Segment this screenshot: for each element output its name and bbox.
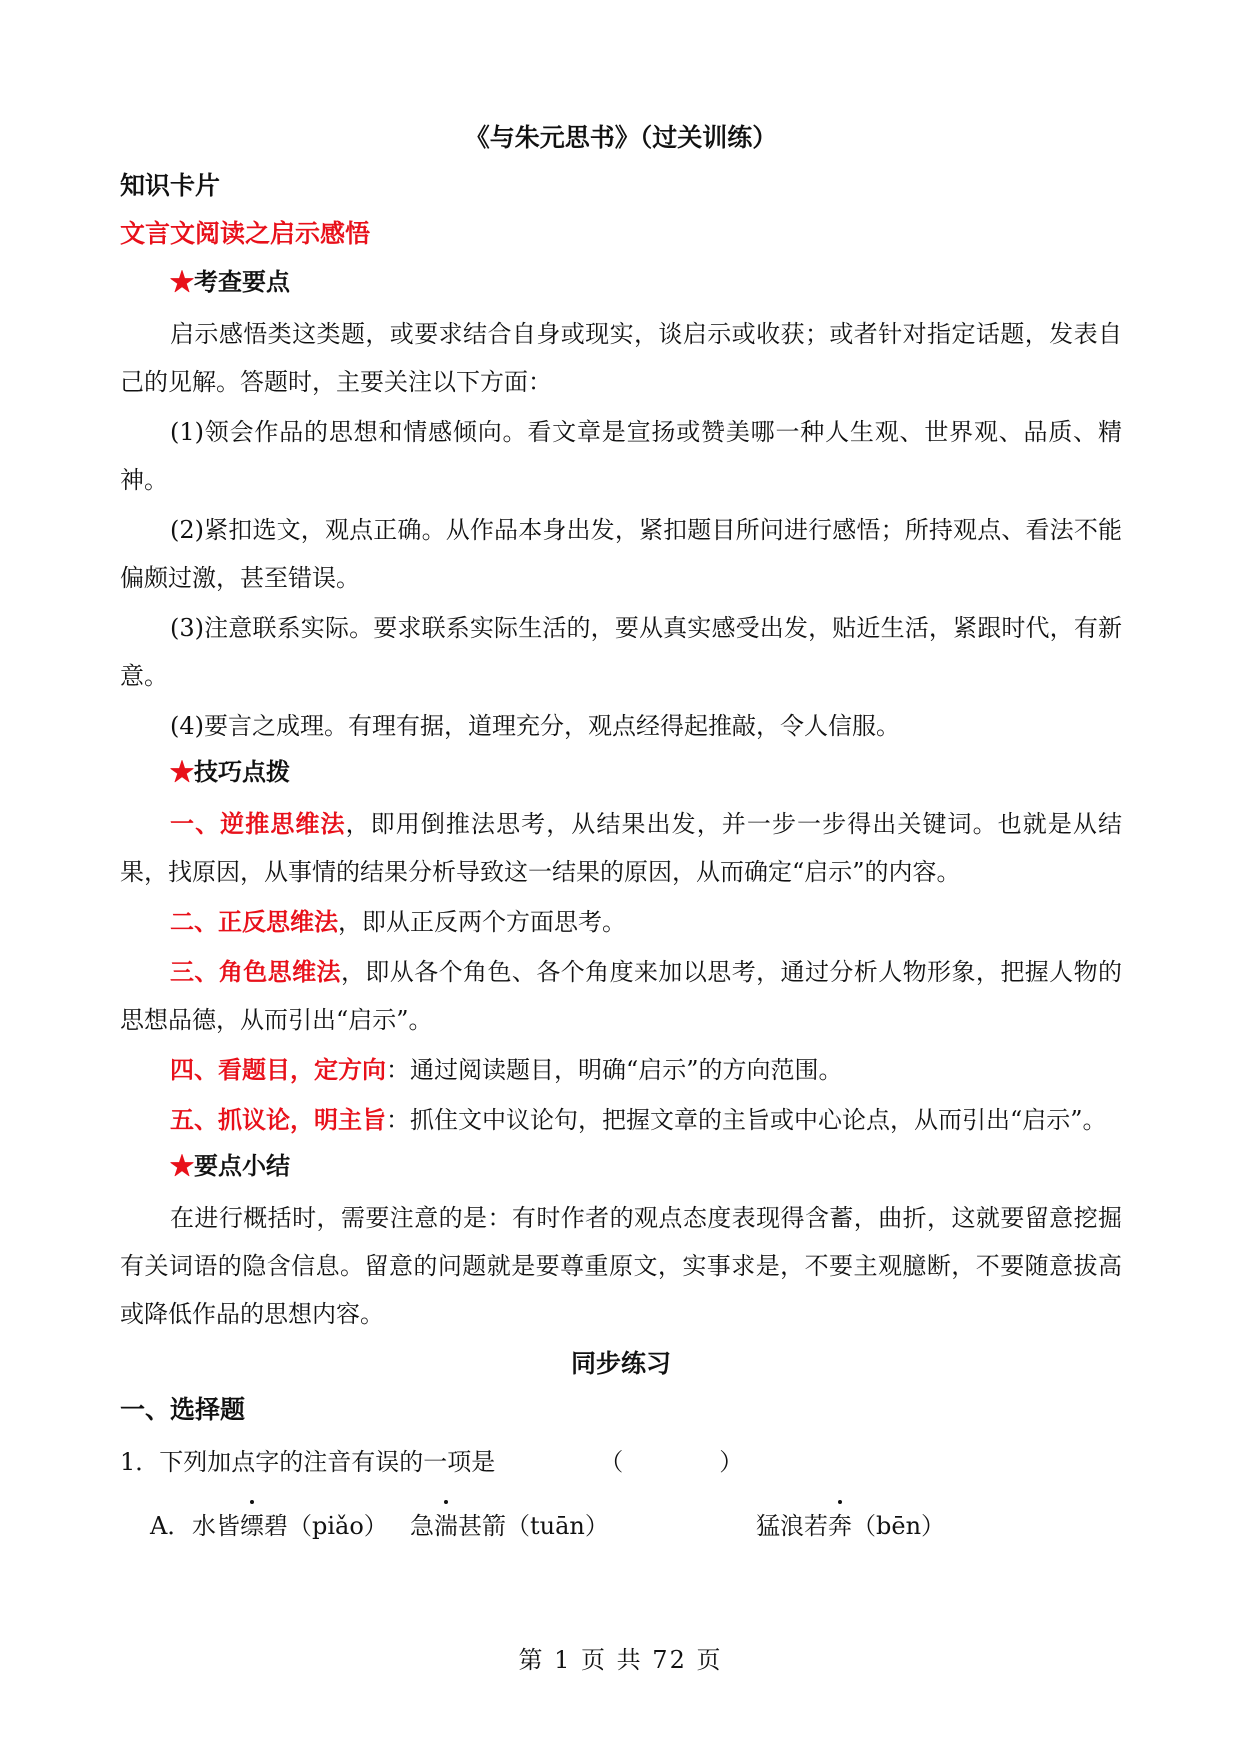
tip-item	[120, 898, 1122, 946]
tip-label: 二、正反思维法	[170, 907, 338, 936]
exam-points-intro: 启示感悟类这类题，或要求结合自身或现实，谈启示或收获；或者针对指定话题，发表自己的见解。答题时，主要关注以下方面：	[120, 320, 1122, 396]
tip-label: 五、抓议论，明主旨	[170, 1105, 386, 1134]
practice-heading: 同步练习	[570, 1349, 671, 1378]
summary-text: 在进行概括时，需要注意的是：有时作者的观点态度表现得含蓄，曲折，这就要留意挖掘有关词语的隐含信息。留意的问题就是要尊重原文，实事求是，不要主观臆断，不要随意拔高或降低作品的思想内容。	[120, 1204, 1122, 1328]
choice-section-heading: 一、选择题	[120, 1395, 246, 1424]
section-heading: 文言文阅读之启示感悟	[120, 219, 371, 248]
tip-item	[120, 948, 1122, 1044]
option-text: 猛浪若	[756, 1512, 828, 1540]
tip-text: ：抓住文中议论句，把握文章的主旨或中心论点，从而引出“启示”。	[386, 1106, 1107, 1134]
option-a-item	[410, 1496, 609, 1556]
tip-item	[120, 1096, 1122, 1144]
option-a-item	[756, 1496, 945, 1556]
page-footer: 第 1 页 共 72 页	[518, 1646, 723, 1674]
option-text: 水皆	[192, 1512, 240, 1540]
tip-label: 三、角色思维法	[170, 957, 341, 986]
page-title: 《与朱元思书》（过关训练）	[464, 123, 778, 152]
answer-blank: （ ）	[599, 1448, 744, 1476]
exam-point-item: (3)注意联系实际。要求联系实际生活的，要从真实感受出发，贴近生活，紧跟时代，有新意。	[120, 614, 1122, 690]
question-text: 1．下列加点字的注音有误的一项是	[120, 1448, 496, 1476]
document-content	[120, 118, 1122, 1556]
tip-item	[120, 1046, 1122, 1094]
tip-label: 一、逆推思维法	[170, 809, 346, 838]
tips-heading: ★技巧点拨	[170, 757, 290, 786]
tip-text: ：通过阅读题目，明确“启示”的方向范围。	[386, 1056, 843, 1084]
exam-point-item: (4)要言之成理。有理有据，道理充分，观点经得起推敲，令人信服。	[170, 712, 900, 740]
exam-point-item: (2)紧扣选文，观点正确。从作品本身出发，紧扣题目所问进行感悟；所持观点、看法不能偏颇过激，甚至错误。	[120, 516, 1122, 592]
dotted-char: 湍	[434, 1496, 458, 1556]
option-text: 碧（piǎo）	[264, 1512, 388, 1540]
option-text: 甚箭（tuān）	[458, 1512, 609, 1540]
tip-item	[120, 800, 1122, 896]
tip-text: ，即从各个角色、各个角度来加以思考，通过分析人物形象，把握人物的思想品德，从而引出“启示”。	[120, 958, 1123, 1034]
summary-heading: ★要点小结	[170, 1151, 290, 1180]
exam-point-item: (1)领会作品的思想和情感倾向。看文章是宣扬或赞美哪一种人生观、世界观、品质、精神。	[120, 418, 1122, 494]
knowledge-card-heading: 知识卡片	[120, 171, 221, 200]
option-a-item	[192, 1496, 388, 1556]
tip-label: 四、看题目，定方向	[170, 1055, 386, 1084]
tip-text: ，即用倒推法思考，从结果出发，并一步一步得出关键词。也就是从结果，找原因，从事情的结果分析导致这一结果的原因，从而确定“启示”的内容。	[120, 810, 1123, 886]
option-a-row	[120, 1496, 1122, 1556]
option-text: （bēn）	[852, 1512, 946, 1540]
dotted-char: 缥	[240, 1496, 264, 1556]
exam-points-heading: ★考查要点	[170, 267, 290, 296]
tip-text: ，即从正反两个方面思考。	[338, 908, 626, 936]
dotted-char: 奔	[828, 1496, 852, 1556]
option-text: 急	[410, 1512, 434, 1540]
question-1	[120, 1438, 1122, 1486]
option-a-label: A．	[150, 1512, 192, 1540]
